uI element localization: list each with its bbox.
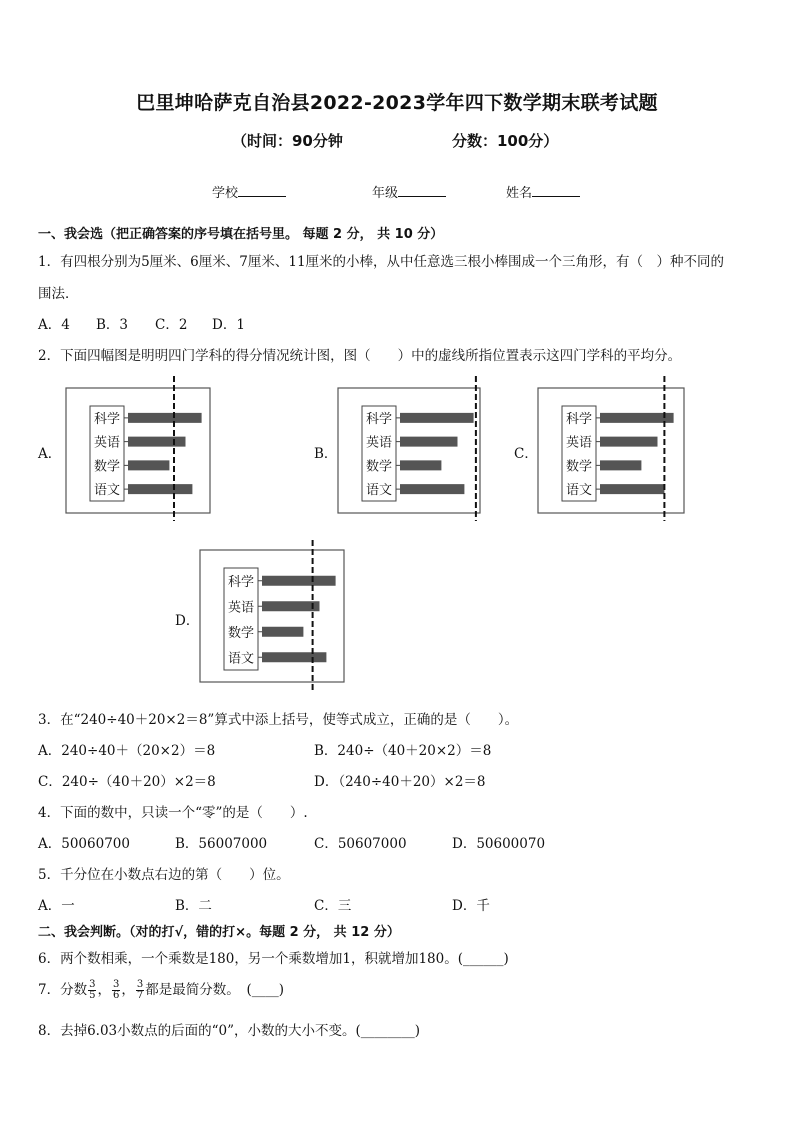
subject-label: 语文 [227,651,255,667]
name-label: 姓名 [506,186,533,201]
q7-suffix: 都是最简分数。 (____) [145,982,285,998]
subject-label: 数学 [227,625,255,641]
bar [600,437,658,447]
bar [600,413,674,423]
question-7: 7．分数 $\frac{3}{5}$ ， $\frac{3}{6}$ ， $\frac{3}{7}$ 都是最简分数。 (____) [38,979,285,1001]
bar [128,460,169,470]
q3-option-a[interactable]: A．240÷40＋（20×2）＝8 [38,743,216,759]
subject-label: 数学 [565,459,593,475]
subject-label: 英语 [93,435,121,451]
q1-option-d[interactable]: D．1 [212,317,245,333]
chart-a-label[interactable]: A． [38,446,62,462]
subject-label: 英语 [227,600,255,616]
bar [128,437,186,447]
question-3: 3．在“240÷40＋20×2＝8”算式中添上括号，使等式成立，正确的是（ ）。 [38,712,519,728]
q5-option-b[interactable]: B．二 [175,898,212,914]
q5-option-c[interactable]: C．三 [314,898,352,914]
bar [400,460,441,470]
question-4: 4．下面的数中，只读一个“零”的是（ ）. [38,805,308,821]
question-1-cont: 围法． [38,286,79,302]
school-label: 学校 [212,186,239,201]
chart-b [336,376,484,521]
fraction-3: $\frac{3}{7}$ [136,979,144,1001]
question-2: 2．下面四幅图是明明四门学科的得分情况统计图，图（ ）中的虚线所指位置表示这四门学科的平均分。 [38,348,682,364]
subject-label: 科学 [227,574,255,590]
q3-option-d[interactable]: D．（240÷40＋20）×2＝8 [314,774,486,790]
name-blank[interactable] [532,184,580,197]
score-label: 分数：100分） [452,132,559,150]
q1-option-c[interactable]: C．2 [155,317,188,333]
subject-label: 数学 [365,459,393,475]
question-1: 1．有四根分别为5厘米、6厘米、7厘米、11厘米的小棒，从中任意选三根小棒围成一个三角形，有（ ）种不同的 [38,254,725,270]
q4-option-c[interactable]: C．50607000 [314,836,407,852]
grade-label: 年级 [372,186,399,201]
section-1-heading: 一、我会选（把正确答案的序号填在括号里。 每题 2 分， 共 10 分） [38,227,444,242]
time-label: （时间：90分钟 [232,132,343,150]
chart-c-label[interactable]: C． [514,446,538,462]
subject-label: 科学 [365,411,393,427]
q1-option-a[interactable]: A．4 [38,317,70,333]
subject-label: 数学 [93,459,121,475]
bar [128,484,192,494]
bar [262,576,336,586]
bar [400,413,474,423]
q3-option-b[interactable]: B．240÷（40＋20×2）＝8 [314,743,492,759]
chart-frame [66,388,210,513]
q4-option-a[interactable]: A．50060700 [38,836,130,852]
subject-label: 科学 [93,411,121,427]
bar [400,484,464,494]
grade-blank[interactable] [398,184,446,197]
subject-label: 科学 [565,411,593,427]
chart-d [198,540,348,690]
bar [600,484,664,494]
fraction-2: $\frac{3}{6}$ [112,979,120,1001]
subject-label: 语文 [93,483,121,499]
subject-label: 英语 [565,435,593,451]
subject-label: 语文 [365,483,393,499]
subject-label: 英语 [365,435,393,451]
q4-option-d[interactable]: D．50600070 [452,836,546,852]
bar [262,627,303,637]
q1-option-b[interactable]: B．3 [96,317,129,333]
q4-option-b[interactable]: B．56007000 [175,836,268,852]
question-6: 6．两个数相乘，一个乘数是180，另一个乘数增加1，积就增加180。(______) [38,951,509,967]
chart-frame [338,388,480,513]
q3-option-c[interactable]: C．240÷（40＋20）×2＝8 [38,774,216,790]
bar [600,460,641,470]
q7-prefix: 7．分数 [38,982,88,998]
q5-option-a[interactable]: A．一 [38,898,75,914]
subject-label: 语文 [565,483,593,499]
page-title: 巴里坤哈萨克自治县2022-2023学年四下数学期末联考试题 [136,92,658,114]
bar [262,652,326,662]
grade-field [372,182,446,201]
bar [262,601,320,611]
question-8: 8．去掉6.03小数点的后面的“0”，小数的大小不变。(________) [38,1023,421,1039]
chart-d-label[interactable]: D． [175,613,200,629]
chart-frame [538,388,684,513]
school-field [212,182,286,201]
bar [128,413,202,423]
name-field [506,182,580,201]
fraction-1: $\frac{3}{5}$ [89,979,96,1001]
section-2-heading: 二、我会判断。（对的打√，错的打×。每题 2 分， 共 12 分） [38,925,400,940]
bar [400,437,458,447]
chart-a [64,376,214,521]
chart-c [536,376,688,521]
school-blank[interactable] [238,184,286,197]
question-5: 5．千分位在小数点右边的第（ ）位。 [38,867,290,883]
q5-option-d[interactable]: D．千 [452,898,490,914]
chart-b-label[interactable]: B． [314,446,338,462]
